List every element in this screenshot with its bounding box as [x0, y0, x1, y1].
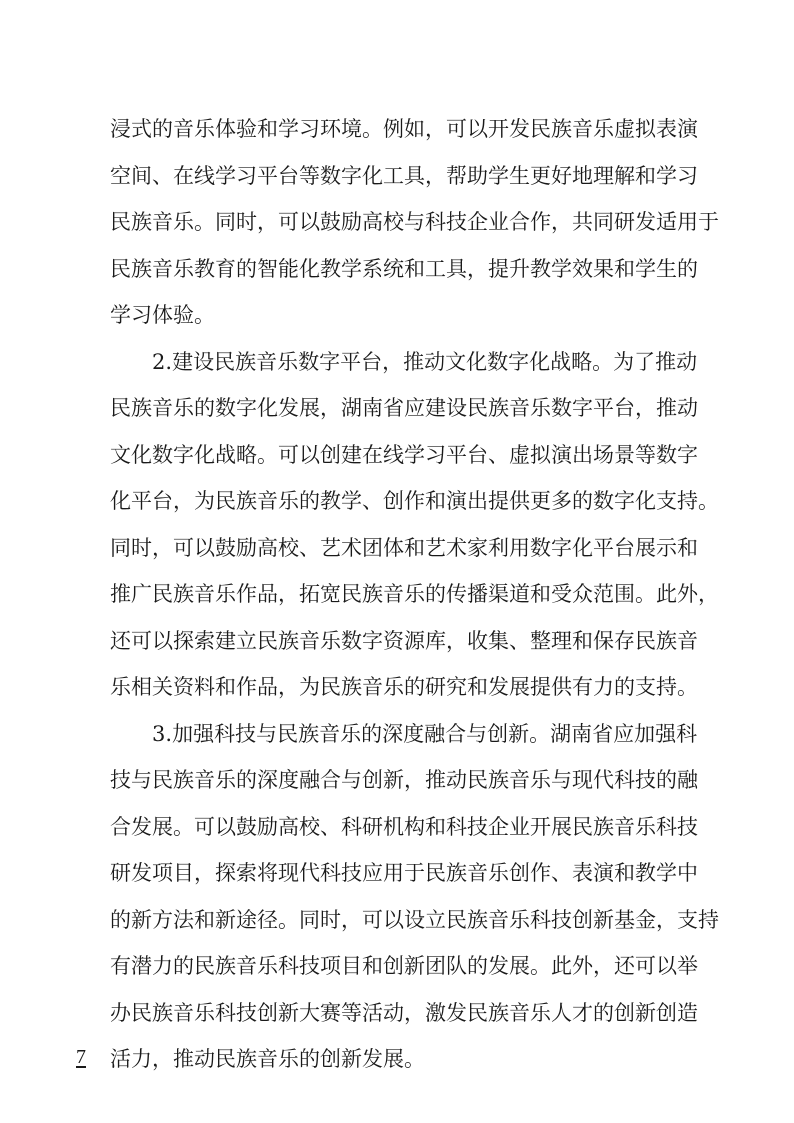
body-text — [110, 106, 719, 1083]
text-line: 乐相关资料和作品，为民族音乐的研究和发展提供有力的支持。 — [110, 675, 698, 699]
text-line: 合 发 展 。 可 以 鼓 励 高 校 、 科 研 机 构 和 科 技 企 业 开 展 民 族 音 乐 科 技 — [110, 814, 698, 839]
text-line: 技 与 民 族 音 乐 的 深 度 融 合 与 创 新 ， 推 动 民 族 音 乐 与 现 代 科 技 的 融 — [110, 768, 698, 792]
text-line: 民 族 音 乐 的 数 字 化 发 展 ， 湖 南 省 应 建 设 民 族 音 乐 数 字 平 台 ， 推 动 — [110, 396, 698, 420]
text-line: 有 潜 力 的 民 族 音 乐 科 技 项 目 和 创 新 团 队 的 发 展 。 此 外 ， 还 可 以 举 — [110, 954, 698, 978]
page-number: 7 — [76, 1046, 86, 1068]
text-line: 学习体验。 — [110, 303, 215, 327]
text-line: 文 化 数 字 化 战 略 。 可 以 创 建 在 线 学 习 平 台 、 虚 拟 演 出 场 景 等 数 字 — [110, 442, 698, 467]
text-line: 同 时 ， 可 以 鼓 励 高 校 、 艺 术 团 体 和 艺 术 家 利 用 数 字 化 平 台 展 示 和 — [110, 535, 698, 560]
text-line: 的 新 方 法 和 新 途 径 。 同 时 ， 可 以 设 立 民 族 音 乐 科 技 创 新 基 金 ， 支 持 — [110, 907, 719, 932]
text-line: 2 . 建 设 民 族 音 乐 数 字 平 台 ， 推 动 文 化 数 字 化 战 略 。 为 了 推 动 — [152, 349, 698, 374]
text-line: 活力，推动民族音乐的创新发展。 — [110, 1047, 425, 1071]
text-line: 3 . 加 强 科 技 与 民 族 音 乐 的 深 度 融 合 与 创 新 。 湖 南 省 应 加 强 科 — [152, 721, 698, 746]
text-line: 还 可 以 探 索 建 立 民 族 音 乐 数 字 资 源 库 ， 收 集 、 整 理 和 保 存 民 族 音 — [110, 628, 698, 653]
text-line: 研 发 项 目 ， 探 索 将 现 代 科 技 应 用 于 民 族 音 乐 创 作 、 表 演 和 教 学 中 — [110, 861, 698, 885]
text-line: 浸 式 的 音 乐 体 验 和 学 习 环 境 。 例 如 ， 可 以 开 发 民 族 音 乐 虚 拟 表 演 — [110, 117, 698, 141]
text-line: 空 间 、 在 线 学 习 平 台 等 数 字 化 工 具 ， 帮 助 学 生 更 好 地 理 解 和 学 习 — [110, 163, 698, 188]
text-line: 推 广 民 族 音 乐 作 品 ， 拓 宽 民 族 音 乐 的 传 播 渠 道 和 受 众 范 围 。 此 外 ， — [110, 582, 719, 606]
text-line: 办 民 族 音 乐 科 技 创 新 大 赛 等 活 动 ， 激 发 民 族 音 乐 人 才 的 创 新 创 造 — [110, 1000, 698, 1025]
text-line: 化 平 台 ， 为 民 族 音 乐 的 教 学 、 创 作 和 演 出 提 供 更 多 的 数 字 化 支 持 。 — [110, 489, 719, 513]
text-line: 民 族 音 乐 教 育 的 智 能 化 教 学 系 统 和 工 具 ， 提 升 教 学 效 果 和 学 生 的 — [110, 256, 698, 281]
text-line: 民 族 音 乐 。 同 时 ， 可 以 鼓 励 高 校 与 科 技 企 业 合 作 ， 共 同 研 发 适 用 于 — [110, 210, 719, 234]
